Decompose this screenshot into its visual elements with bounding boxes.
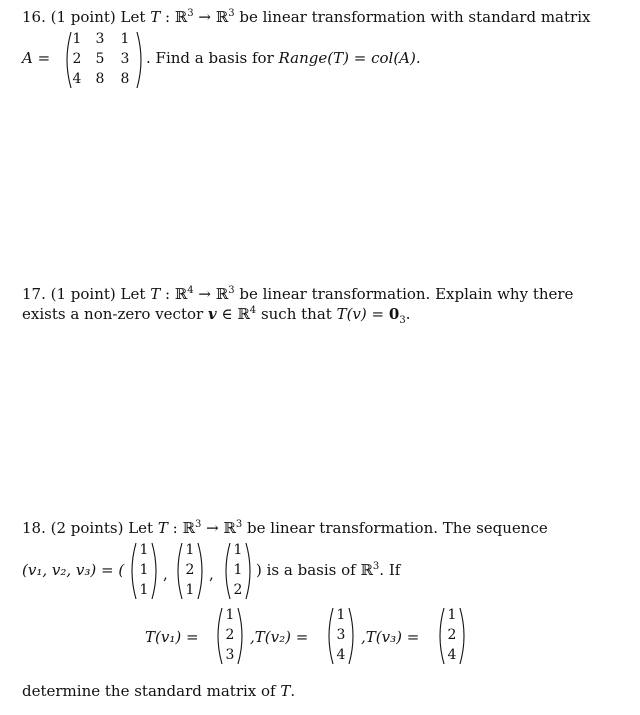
q17-line1: 17. (1 point) Let T : ℝ$^4$ → ℝ$^3$ be linear transformation. Explain why there (22, 285, 574, 303)
q18-v3-1: 1 (233, 542, 243, 558)
q18-v1-3: 1 (139, 582, 149, 598)
q16-map-T: T (150, 8, 161, 26)
q18-Tv2-vector (325, 606, 357, 666)
q17-map-T: T (150, 285, 161, 303)
q16-m-3-3: 8 (120, 71, 130, 87)
q16-m-3-1: 4 (72, 71, 82, 87)
q18-v1-2: 1 (139, 562, 149, 578)
q18-Tv3-label: ,T(v₃) = (361, 628, 420, 646)
q16-m-3-2: 8 (95, 71, 105, 87)
q16-header: 16. (1 point) Let (22, 8, 146, 26)
q18-v2-vector (174, 541, 206, 601)
q18-Tv1-label: T(v₁) = (145, 628, 199, 646)
q18-dom-exp: 3 (194, 519, 202, 530)
q17-cod-exp: 3 (228, 285, 235, 296)
q18-v3-2: 1 (233, 562, 243, 578)
q16-m-2-1: 2 (72, 51, 82, 67)
q16-col-A: (A). (393, 49, 421, 67)
q18-v2-3: 1 (185, 582, 195, 598)
q17-header: 17. (1 point) Let (22, 285, 146, 303)
q17-line2-a: exists a non-zero vector (22, 305, 204, 323)
q17-zero-sub: 3 (399, 315, 406, 326)
q16-m-1-1: 1 (72, 31, 82, 47)
q16-range: Range (278, 49, 328, 67)
q17-vec-v: v (207, 305, 217, 323)
q16-range-T: (T) = (327, 49, 372, 67)
q16-colon: : (160, 8, 175, 26)
q18-comma-1: , (163, 565, 168, 583)
q16-tail: be linear transformation with standard matrix (234, 8, 591, 26)
q17-line2 (22, 304, 410, 324)
q18-Tv2-1: 1 (336, 607, 346, 623)
q18-v3-3: 2 (233, 582, 243, 598)
q16-find-text: . Find a basis for (146, 49, 274, 67)
q18-Tv1-vector (214, 606, 246, 666)
q18-comma-2: , (209, 565, 214, 583)
q16-arrow: → (193, 8, 216, 26)
q18-Tv3-1: 1 (447, 607, 457, 623)
q18-seq-label: (v₁, v₂, v₃) = ( (22, 561, 125, 579)
q18-v2-1: 1 (185, 542, 195, 558)
q18-tail: be linear transformation. The sequence (242, 519, 548, 537)
q18-v1-vector (128, 541, 160, 601)
q16-line1 (22, 7, 590, 27)
q17-line2-b: such that (256, 305, 332, 323)
q18-if-text: . If (379, 561, 401, 579)
q17-Tv: T(v) = (336, 305, 389, 323)
q18-map-T: T (157, 519, 168, 537)
q16-m-2-3: 3 (120, 51, 130, 67)
q18-Tv3-vector (436, 606, 468, 666)
q18-Tv1-3: 3 (225, 647, 235, 663)
q17-tail: be linear transformation. Explain why there (234, 285, 574, 303)
q16-dom-exp: 3 (187, 8, 194, 19)
q18-basis-exp: 3 (372, 561, 380, 572)
q18-cod-exp: 3 (235, 519, 243, 530)
q17-dom-exp: 4 (187, 285, 194, 296)
q18-Tv3-2: 2 (447, 627, 457, 643)
q16-cod-exp: 3 (228, 8, 235, 19)
q17-in-exp: 4 (249, 305, 257, 316)
q18-Tv1-2: 2 (225, 627, 235, 643)
q18-line1: 18. (2 points) Let T : ℝ$^3$ → ℝ$^3$ be linear transformation. The sequence (22, 519, 548, 537)
q18-closing-line (22, 681, 295, 701)
q16-m-2-2: 5 (95, 51, 105, 67)
q18-v1-1: 1 (139, 542, 149, 558)
q18-Tv2-label: ,T(v₂) = (250, 628, 309, 646)
q16-domain: ℝ (174, 8, 188, 26)
q16-find-line (146, 48, 421, 68)
q18-basis-line (256, 560, 400, 580)
q18-closing-T: T (280, 682, 291, 700)
q18-v2-2: 2 (185, 562, 195, 578)
q16-m-1-3: 1 (120, 31, 130, 47)
q16-matrix (62, 30, 148, 90)
q16-A-label: A = (22, 49, 51, 67)
q17-zero: 0 (388, 305, 400, 323)
q18-basis-text: ) is a basis of ℝ (256, 561, 373, 579)
q16-codomain: ℝ (215, 8, 229, 26)
q18-Tv3-3: 4 (447, 647, 457, 663)
q18-Tv2-2: 3 (336, 627, 346, 643)
q18-closing-period: . (290, 682, 296, 700)
q18-Tv1-1: 1 (225, 607, 235, 623)
q18-header: 18. (2 points) Let (22, 519, 154, 537)
q16-col: col (371, 49, 394, 67)
q16-m-1-2: 3 (95, 31, 105, 47)
q18-closing: determine the standard matrix of (22, 682, 276, 700)
q17-period: . (405, 305, 411, 323)
q17-in: ∈ ℝ (216, 305, 250, 323)
q18-v3-vector (222, 541, 254, 601)
q18-Tv2-3: 4 (336, 647, 346, 663)
